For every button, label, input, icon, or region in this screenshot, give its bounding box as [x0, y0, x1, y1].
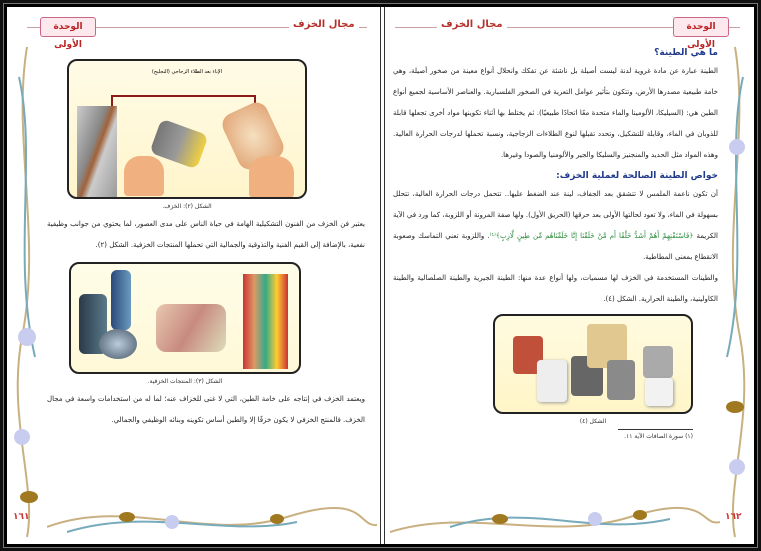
figure-3-image [69, 262, 301, 374]
clay-block-darkgray [607, 360, 635, 400]
floral-border-decoration [7, 37, 47, 544]
hand [124, 156, 164, 196]
clay-block-lightgray [643, 346, 673, 378]
bottom-floral-decoration [390, 497, 720, 542]
page-number: ١٦١ [13, 512, 30, 522]
paragraph-text: . واللزوبة تعني التماسك وصعوبة الانقطاع بمعنى المطاطية. [393, 232, 718, 261]
footnote-rule [618, 429, 693, 430]
footnote: (١) سورة الصافات الآية ١١. [624, 433, 693, 440]
right-page-column [393, 43, 718, 442]
ceramic-vase [111, 270, 131, 330]
bottom-floral-decoration [47, 497, 377, 542]
figure-2-caption: الشكل (٢): الخزف. [162, 203, 212, 210]
ceramic-vases-group [243, 274, 288, 369]
ceramic-sculpture [156, 304, 226, 352]
heading-what-is-clay: ما هي الطينة؟ [654, 48, 718, 58]
heading-clay-properties: خواص الطينة الصالحة لعملية الخزف: [556, 171, 718, 181]
page-number: ١٦٢ [725, 512, 742, 522]
section-title: مجال الخزف [289, 19, 359, 30]
book-spread [4, 4, 757, 547]
unit-badge: الوحدة الأولى [673, 17, 729, 37]
left-page-column [47, 59, 365, 431]
clay-block-white [537, 360, 567, 402]
figure-4-caption: الشكل (٤) [579, 418, 607, 425]
figure-2-image [67, 59, 307, 199]
paragraph: يعتبر فن الخزف من الفنون التشكيلية الهامة في حياة الناس على مدى العصور، لما يحتوي من جوانب وظيفية نفعية، بالإضافة إلى القيم الفنية والتذوقية والجمالية التي تحملها المنتجات الخزفية. الشكل (٢). [47, 220, 365, 249]
paragraph: ويعتمد الخزف في إنتاجه على خامة الطين، التي لا غنى للخزاف عنه؛ لما له من استخدامات واسعة في مجال الخزف. فالمنتج الخزفي لا يكون خزفًا إلا والطين أساس تكوينه وبنائه الوظيفي والجمالي. [47, 395, 365, 424]
section-title: مجال الخزف [437, 19, 507, 30]
hand [249, 156, 294, 198]
left-page [7, 7, 381, 544]
arrow-connector [111, 95, 256, 106]
paragraph: الطينة عبارة عن مادة غروية لدنة ليست أصيلة بل ناشئة عن تفكك وانحلال أنواع معينة من صخور أصيلة، وهي خامة طبيعية مصدرها الأرض، وتتكون بتأثير عوامل التعرية في الصخور الفلسبارية. والعناصر الأساسية لجميع أنواع الطين هي: (السيليكا، الألومينا والماء متحدة معًا اتحادًا طبيعيًا). ثم يختلط بها أثناء تكوينها مواد أخرى تجعلها قابلة للذوبان في الماء، وقابلة للتشكيل، وتحدد تقبلها لنوع الطلاءات الزجاجية، ونسبة تحملها لدرجات الحرارة العالية. وهذه المواد مثل الحديد والمنجنيز والسليكا والجير والألومنيا والصودا وغيرها. [393, 67, 718, 159]
quran-verse: ﴿فَاسْتَفْتِهِمْ أَهُمْ أَشَدُّ خَلْقًا أَم مَّنْ خَلَقْنَا إِنَّا خَلَقْنَاهُم مِّن طِينٍ لَّازِبٍ﴾⁽¹⁾ [489, 232, 694, 240]
figure-2-label: الإناء بعد الطلاء الزجاجي (التجليج) [151, 69, 223, 75]
paragraph: والطينات المستخدمة في الخزف لها مسميات، ولها أنواع عدة منها: الطينة الجيرية والطينة الصلصالية والطينة الكاولينية، والطينة الحرارية. الشكل (٤). [393, 274, 718, 303]
ceramic-bowl [99, 329, 137, 359]
figure-4-image [493, 314, 693, 414]
clay-block-white [645, 378, 673, 406]
right-page [384, 7, 754, 544]
paragraph [393, 184, 718, 268]
figure-3-caption: الشكل (٣): المنتجات الخزفية. [147, 378, 223, 385]
paragraph-text: أن تكون ناعمة الملمس لا تتشقق بعد الجفاف، لينة عند الضغط عليها.. تتحمل درجات الحرارة العالية، تتحلل بسهولة في الماء، ولا تعود لحالتها الأولى بعد حرقها (الحريق الأول). ولها صفة المرونة أو اللزوبة، كما ورد في الآية الكريمة [393, 190, 718, 240]
floral-border-decoration [715, 37, 754, 544]
unit-badge: الوحدة الأولى [40, 17, 96, 37]
glazed-vase [77, 106, 117, 198]
